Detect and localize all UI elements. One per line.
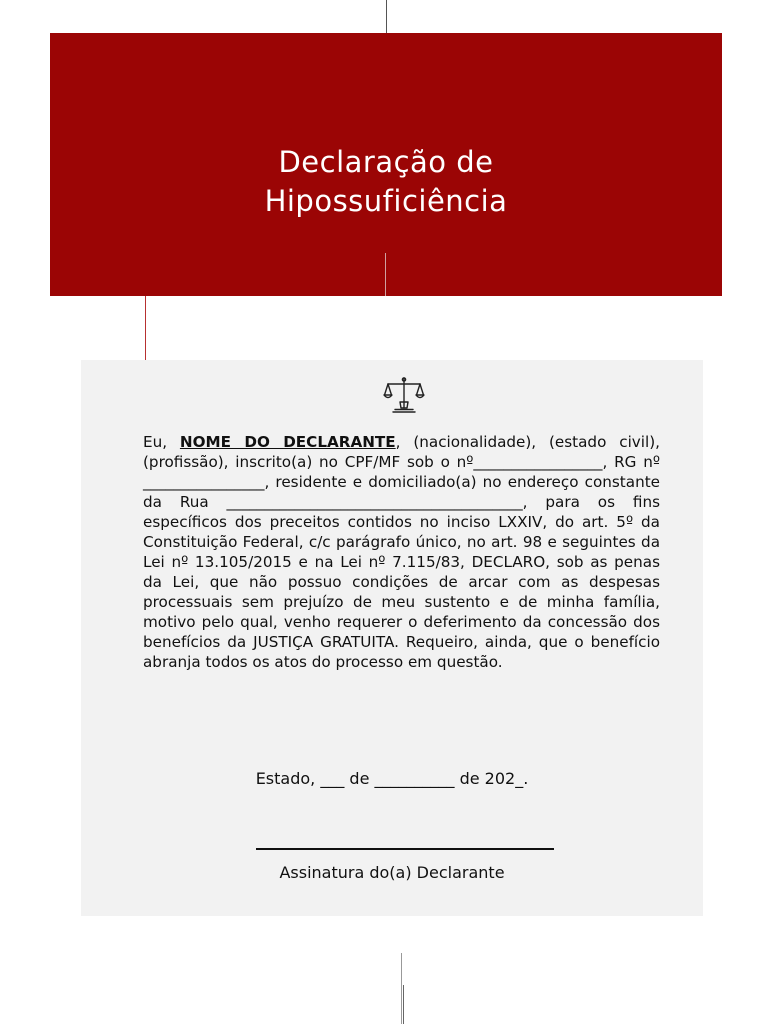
date-line: Estado, ___ de __________ de 202_.	[255, 769, 529, 788]
declaration-card	[81, 360, 703, 916]
document-title-line-1: Declaração de	[278, 145, 494, 179]
declaration-paragraph	[143, 432, 660, 672]
signature-line	[256, 848, 554, 850]
document-title-line-2: Hipossuficiência	[264, 184, 508, 218]
header-banner	[50, 33, 722, 296]
paragraph-body: , (nacionalidade), (estado civil), (profissão), inscrito(a) no CPF/MF sob o nº_________________, RG nº ________________, residente e domiciliado(a) no endereço constante da Rua _______________________________________, para os fins específicos dos preceitos contidos no inciso LXXIV, do art. 5º da Constituição Federal, c/c parágrafo único, no art. 98 e seguintes da Lei nº 13.105/2015 e na Lei nº 7.115/83, DECLARO, sob as penas da Lei, que não possuo condições de arcar com as despesas processuais sem prejuízo de meu sustento e de minha família, motivo pelo qual, venho requerer o deferimento da concessão dos benefícios da JUSTIÇA GRATUITA. Requeiro, ainda, que o benefício abranja todos os atos do processo em questão.	[143, 433, 660, 671]
signature-label: Assinatura do(a) Declarante	[279, 863, 505, 882]
bottom-connector-line-secondary	[403, 985, 404, 1024]
paragraph-lead: Eu,	[143, 433, 180, 451]
scales-of-justice-icon	[383, 375, 425, 415]
declarant-name-placeholder: NOME DO DECLARANTE	[179, 433, 396, 451]
banner-connector-line	[385, 253, 386, 296]
document-title	[50, 143, 722, 221]
bottom-connector-line	[401, 953, 402, 1024]
